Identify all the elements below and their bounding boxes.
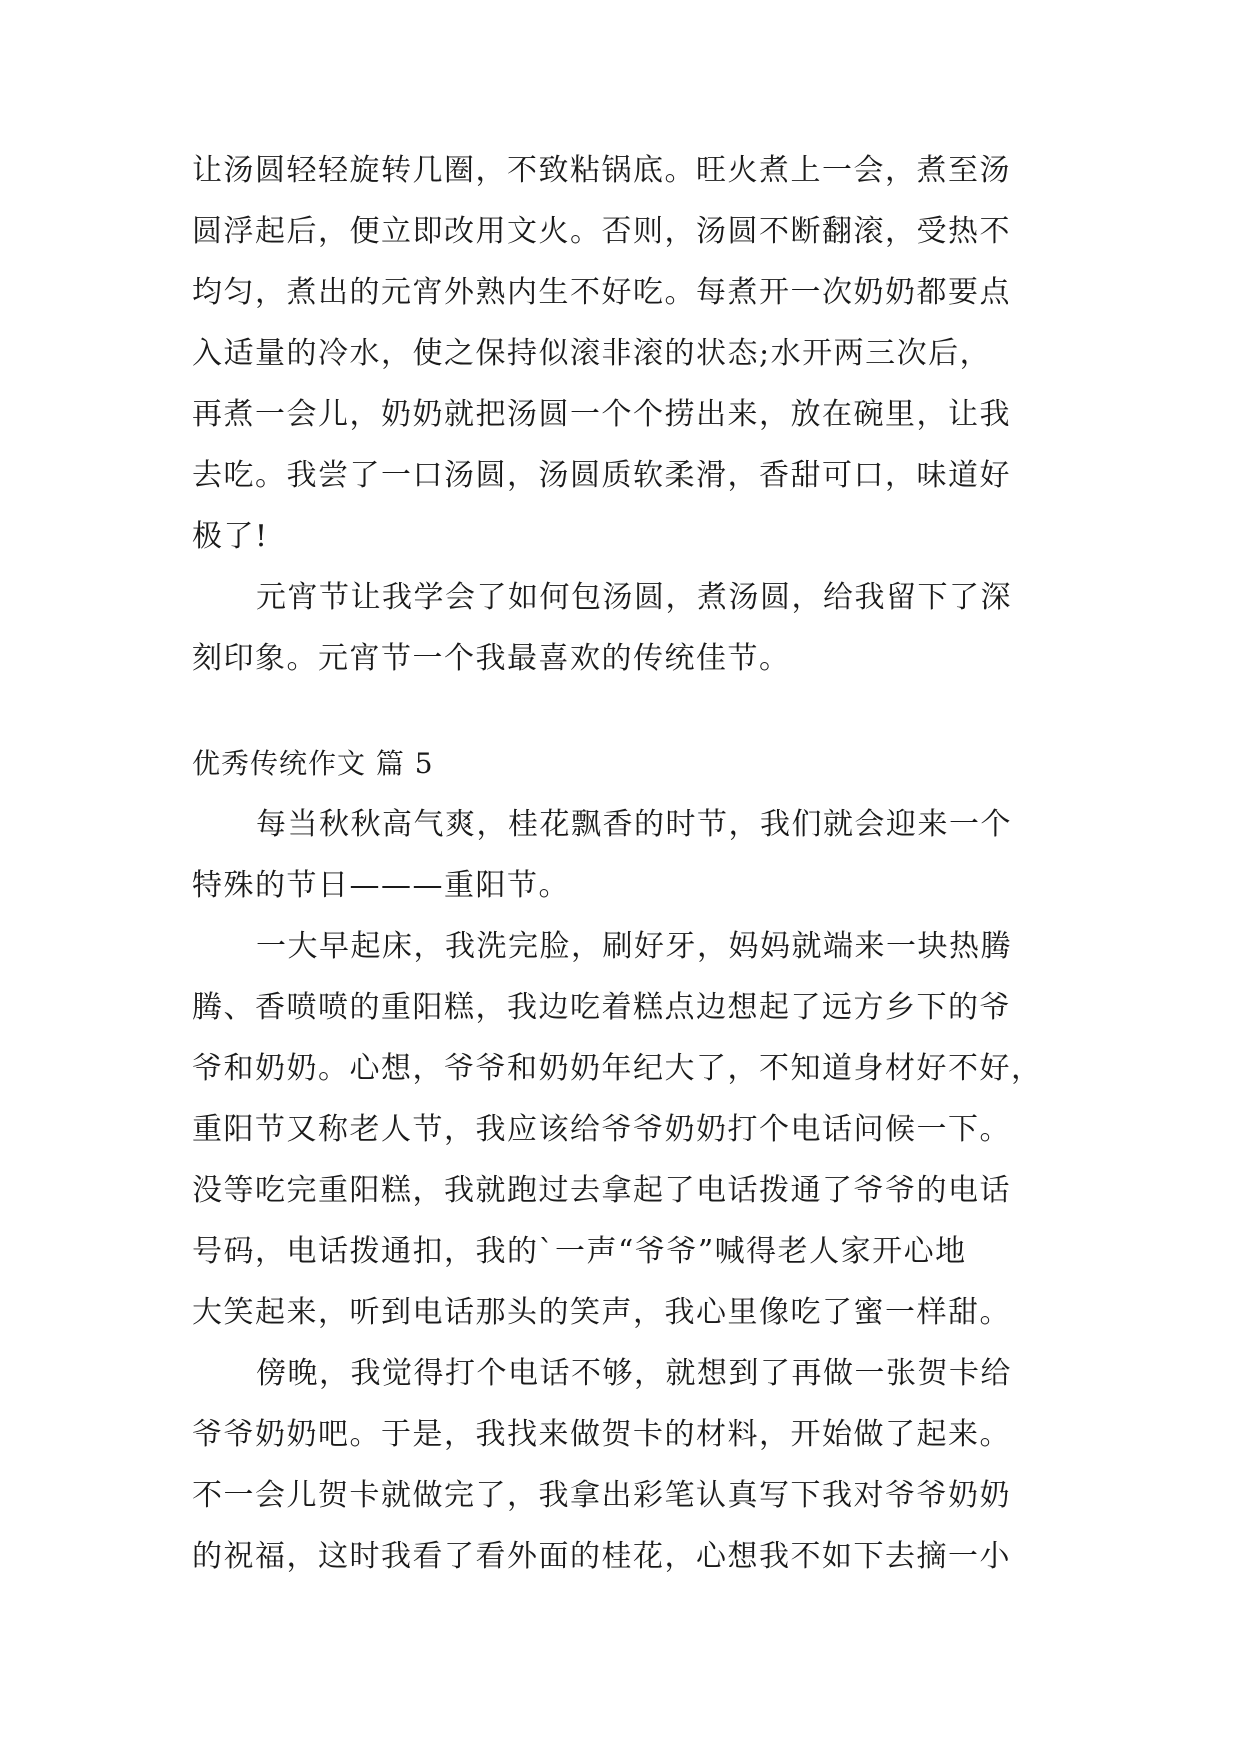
text-line: 元宵节让我学会了如何包汤圆，煮汤圆，给我留下了深: [256, 580, 1012, 615]
text-line: 大笑起来，听到电话那头的笑声，我心里像吃了蜜一样甜。: [192, 1295, 1011, 1330]
text-line: 特殊的节日———重阳节。: [192, 868, 570, 903]
text-line: 去吃。我尝了一口汤圆，汤圆质软柔滑，香甜可口，味道好: [192, 458, 1011, 493]
text-line: 入适量的冷水，使之保持似滚非滚的状态;水开两三次后，: [192, 336, 992, 371]
paragraph: [192, 1343, 1072, 1587]
text-line: 爷爷奶奶吧。于是，我找来做贺卡的材料，开始做了起来。: [192, 1417, 1011, 1452]
text-line: 再煮一会儿，奶奶就把汤圆一个个捞出来，放在碗里，让我: [192, 397, 1011, 432]
section-spacer: [192, 689, 1072, 733]
paragraph: [192, 794, 1072, 916]
text-line: 的祝福，这时我看了看外面的桂花，心想我不如下去摘一小: [192, 1539, 1011, 1574]
text-line: 重阳节又称老人节，我应该给爷爷奶奶打个电话问候一下。: [192, 1112, 1011, 1147]
text-line: 刻印象。元宵节一个我最喜欢的传统佳节。: [192, 641, 791, 676]
paragraph: [192, 567, 1072, 689]
text-line: 没等吃完重阳糕，我就跑过去拿起了电话拨通了爷爷的电话: [192, 1173, 1011, 1208]
text-line: 不一会儿贺卡就做完了，我拿出彩笔认真写下我对爷爷奶奶: [192, 1478, 1011, 1513]
text-line: 圆浮起后，便立即改用文火。否则，汤圆不断翻滚，受热不: [192, 214, 1011, 249]
text-line: 一大早起床，我洗完脸，刷好牙，妈妈就端来一块热腾: [256, 929, 1012, 964]
section-heading: 优秀传统作文 篇 5: [192, 747, 434, 780]
text-line: 号码，电话拨通扣，我的`一声“爷爷”喊得老人家开心地: [192, 1234, 967, 1269]
text-line: 极了!: [192, 519, 269, 554]
text-line: 让汤圆轻轻旋转几圈，不致粘锅底。旺火煮上一会，煮至汤: [192, 153, 1011, 188]
text-line: 爷和奶奶。心想，爷爷和奶奶年纪大了，不知道身材好不好，: [192, 1051, 1043, 1086]
text-line: 每当秋秋高气爽，桂花飘香的时节，我们就会迎来一个: [256, 807, 1012, 842]
paragraph: [192, 916, 1072, 1343]
text-line: 均匀，煮出的元宵外熟内生不好吃。每煮开一次奶奶都要点: [192, 275, 1011, 310]
paragraph: [192, 140, 1072, 567]
text-line: 腾、香喷喷的重阳糕，我边吃着糕点边想起了远方乡下的爷: [192, 990, 1011, 1025]
document-body: [192, 140, 1072, 1587]
text-line: 傍晚，我觉得打个电话不够，就想到了再做一张贺卡给: [256, 1356, 1012, 1391]
